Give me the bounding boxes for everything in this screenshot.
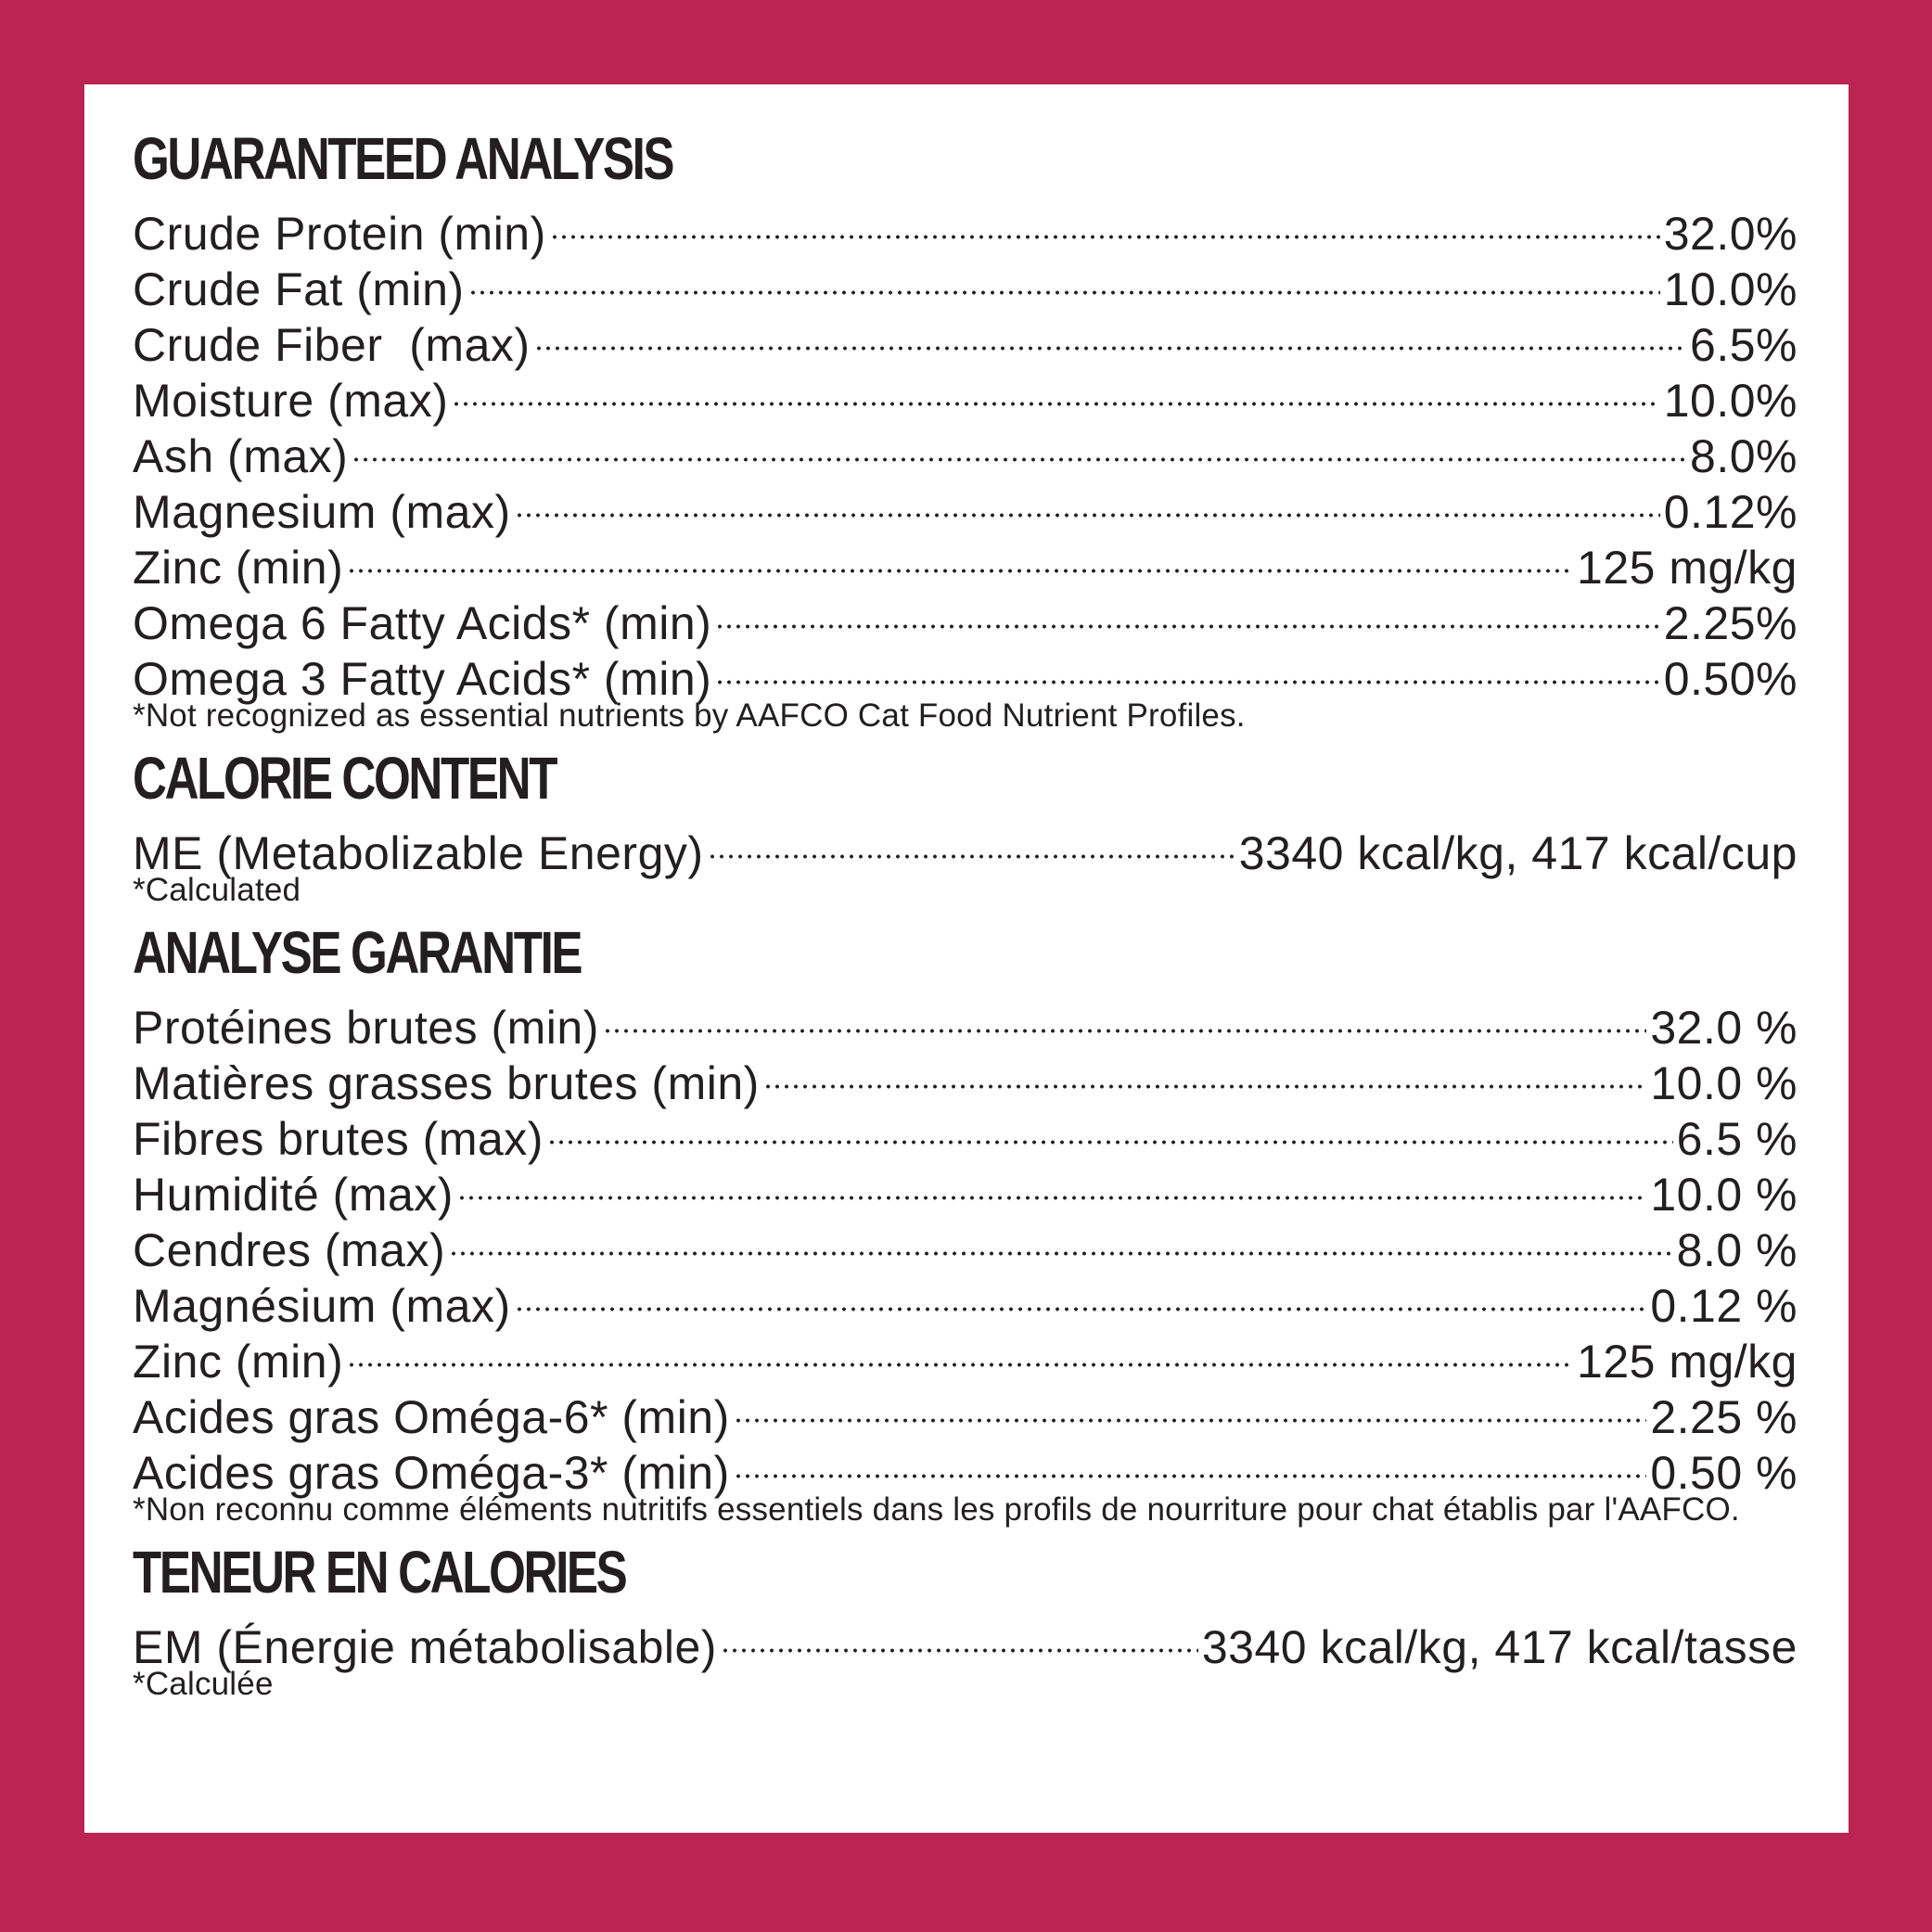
nutrient-value: 2.25% <box>1663 597 1798 649</box>
teneur-calories-title: TENEUR EN CALORIES <box>133 1539 626 1606</box>
nutrient-row <box>133 583 1798 649</box>
nutrient-value: 0.12% <box>1663 486 1798 538</box>
dot-leader <box>352 416 1686 472</box>
calorie-content-footnote: *Calculated <box>133 872 301 908</box>
dot-leader <box>715 639 1659 695</box>
nutrient-row <box>133 988 1798 1054</box>
nutrient-row <box>133 472 1798 538</box>
dot-leader <box>457 1155 1646 1210</box>
dot-leader <box>734 1433 1647 1489</box>
dot-leader <box>515 472 1660 528</box>
label-content <box>133 123 1798 1704</box>
analyse-garantie-footnote: *Non reconnu comme éléments nutritifs essentiels dans les profils de nourriture pour chat établis par l'AAFCO. <box>133 1491 1740 1528</box>
nutrient-row <box>133 1377 1798 1443</box>
calorie-row <box>133 1607 1798 1673</box>
nutrient-row <box>133 528 1798 594</box>
nutrient-label: Protéines brutes (min) <box>133 1002 599 1054</box>
guaranteed-analysis-footnote: *Not recognized as essential nutrients by AAFCO Cat Food Nutrient Profiles. <box>133 697 1246 734</box>
dot-leader <box>347 1322 1573 1377</box>
nutrient-label: Ash (max) <box>133 430 349 482</box>
nutrient-value: 32.0 % <box>1650 1002 1798 1054</box>
dot-leader <box>515 1266 1647 1322</box>
calorie-label: EM (Énergie métabolisable) <box>133 1621 717 1673</box>
nutrient-label: Zinc (min) <box>133 542 344 594</box>
calorie-row <box>133 813 1798 879</box>
nutrient-value: 10.0 % <box>1650 1169 1798 1221</box>
analyse-garantie-table <box>133 988 1798 1499</box>
nutrient-label: Matières grasses brutes (min) <box>133 1057 760 1109</box>
dot-leader <box>708 813 1235 869</box>
calorie-label: ME (Metabolizable Energy) <box>133 827 704 879</box>
nutrient-label: Moisture (max) <box>133 375 449 427</box>
nutrient-value: 10.0% <box>1663 375 1798 427</box>
nutrient-label: Humidité (max) <box>133 1169 454 1221</box>
nutrient-label: Magnesium (max) <box>133 486 511 538</box>
dot-leader <box>734 1377 1647 1433</box>
nutrient-value: 6.5 % <box>1676 1113 1798 1165</box>
nutrient-value: 10.0% <box>1663 263 1798 315</box>
analyse-garantie-title: ANALYSE GARANTIE <box>133 919 582 986</box>
guaranteed-analysis-table <box>133 194 1798 705</box>
dot-leader <box>547 1099 1673 1155</box>
dot-leader <box>449 1210 1673 1266</box>
nutrient-value: 6.5% <box>1690 319 1798 371</box>
dot-leader <box>721 1607 1198 1663</box>
nutrient-value: 32.0% <box>1663 208 1798 260</box>
nutrient-value: 0.12 % <box>1650 1280 1798 1332</box>
nutrient-label: Acides gras Oméga-3* (min) <box>133 1447 730 1499</box>
dot-leader <box>347 528 1573 583</box>
dot-leader <box>763 1043 1647 1099</box>
dot-leader <box>715 583 1659 639</box>
label-panel <box>84 84 1849 1833</box>
nutrient-label: Omega 6 Fatty Acids* (min) <box>133 597 712 649</box>
nutrient-label: Crude Fiber (max) <box>133 319 531 371</box>
nutrient-label: Acides gras Oméga-6* (min) <box>133 1391 730 1443</box>
nutrient-row <box>133 1322 1798 1388</box>
calorie-value: 3340 kcal/kg, 417 kcal/tasse <box>1201 1621 1798 1673</box>
dot-leader <box>550 194 1660 249</box>
nutrient-value: 0.50 % <box>1650 1447 1798 1499</box>
dot-leader <box>468 249 1660 305</box>
nutrient-value: 125 mg/kg <box>1577 1336 1798 1388</box>
nutrient-value: 8.0 % <box>1676 1224 1798 1276</box>
guaranteed-analysis-title: GUARANTEED ANALYSIS <box>133 125 673 192</box>
nutrient-row <box>133 416 1798 482</box>
calorie-content-title: CALORIE CONTENT <box>133 745 557 812</box>
nutrient-label: Zinc (min) <box>133 1336 344 1388</box>
nutrient-value: 0.50% <box>1663 653 1798 705</box>
dot-leader <box>603 988 1646 1043</box>
nutrient-value: 125 mg/kg <box>1577 542 1798 594</box>
calorie-value: 3340 kcal/kg, 417 kcal/cup <box>1238 827 1798 879</box>
dot-leader <box>534 305 1687 361</box>
nutrient-label: Cendres (max) <box>133 1224 446 1276</box>
nutrient-label: Magnésium (max) <box>133 1280 511 1332</box>
nutrient-label: Fibres brutes (max) <box>133 1113 544 1165</box>
nutrient-value: 8.0% <box>1690 430 1798 482</box>
nutrient-label: Omega 3 Fatty Acids* (min) <box>133 653 712 705</box>
nutrient-row <box>133 194 1798 260</box>
teneur-calories-footnote: *Calculée <box>133 1666 274 1702</box>
nutrient-label: Crude Protein (min) <box>133 208 546 260</box>
nutrient-label: Crude Fat (min) <box>133 263 465 315</box>
nutrient-value: 10.0 % <box>1650 1057 1798 1109</box>
nutrient-value: 2.25 % <box>1650 1391 1798 1443</box>
dot-leader <box>452 361 1659 416</box>
